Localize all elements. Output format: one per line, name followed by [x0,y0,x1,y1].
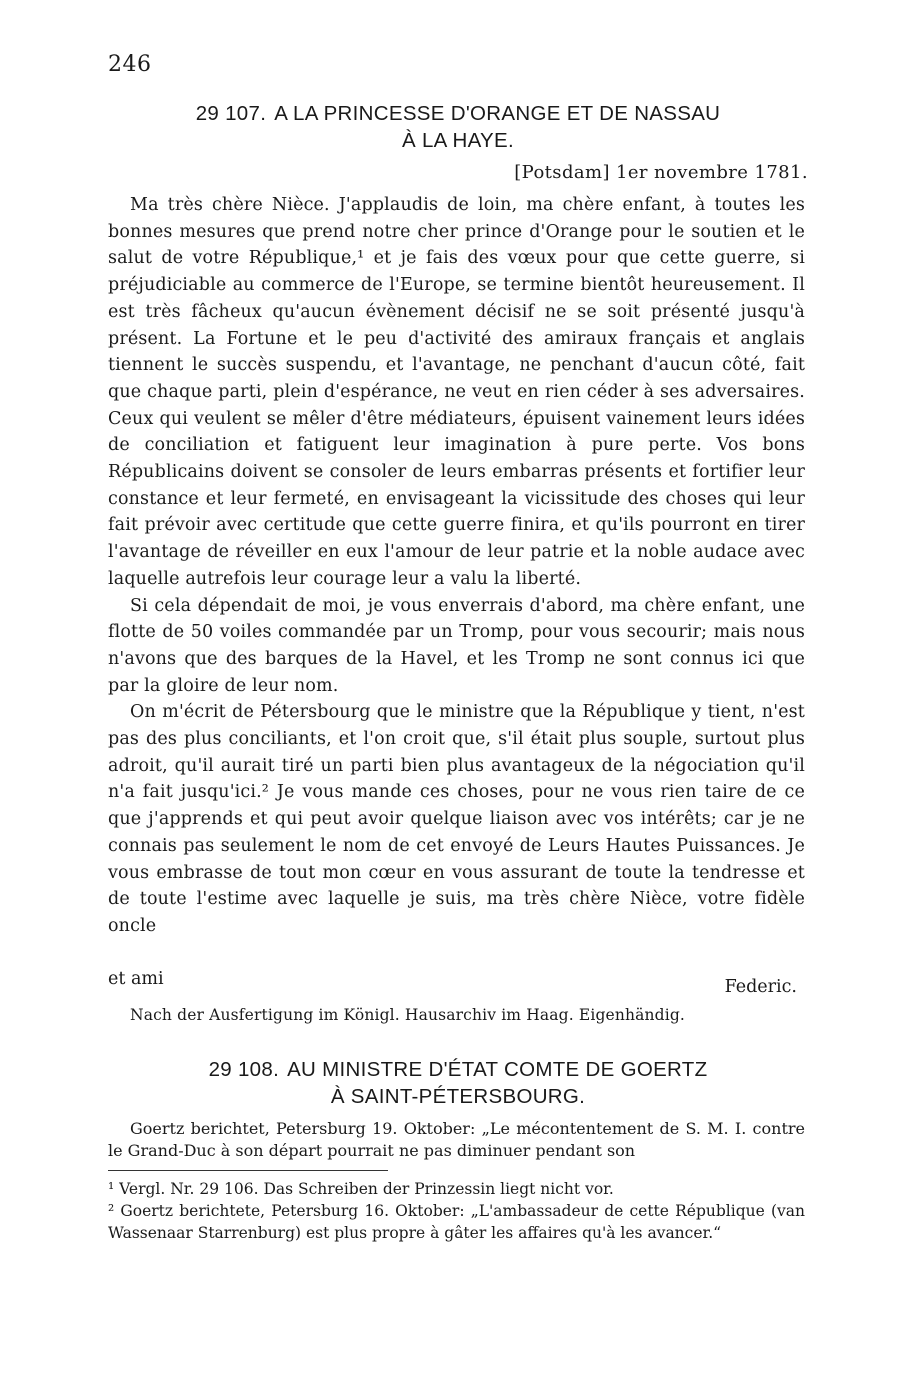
paragraph: On m'écrit de Pétersbourg que le ministre que la République y tient, n'est pas des plus conciliants, et l'on croit que, s'il était plus souple, surtout plus adroit, qu'il aurait tiré un parti bien plus avantageux de la négociation qu'il n'a fait jusqu'ici.² Je vous mande ces choses, pour ne vous rien taire de ce que j'apprends et qui peut avoir quelque liaison avec vos intérêts; car je ne connais pas seulement le nom de cet envoyé de Leurs Hautes Puissances. Je vous embrasse de tout mon cœur en vous assurant de toute la tendresse et de toute l'estime avec laquelle je suis, ma très chère Nièce, votre fidèle oncle [108,702,805,936]
page-number: 246 [108,52,152,77]
letter-body [108,192,805,940]
footnote: ² Goertz berichtete, Petersburg 16. Oktober: „L'ambassadeur de cette République (van Wassenaar Starrenburg) est plus propre à gâter les affaires qu'à les avancer.“ [108,1202,805,1242]
letter-number: 29 107. [195,102,267,125]
heading-line-1 [108,100,808,127]
dateline: [Potsdam] 1er novembre 1781. [514,162,808,183]
paragraph: Goertz berichtet, Petersburg 19. Oktober: „Le mécontentement de S. M. I. contre le Grand-Duc à son départ pourrait ne pas diminuer pendant son [108,1119,805,1160]
paragraph: Ma très chère Nièce. J'applaudis de loin, ma chère enfant, à toutes les bonnes mesures que prend notre cher prince d'Orange pour le soutien et le salut de votre République,¹ et je fais des vœux pour que cette guerre, si préjudiciable au commerce de l'Europe, se termine bientôt heureusement. Il est très fâcheux qu'aucun évènement décisif ne se soit présenté jusqu'à présent. La Fortune et le peu d'activité des amiraux français et anglais tiennent le succès suspendu, et l'avantage, ne penchant d'aucun côté, fait que chaque parti, plein d'espérance, ne veut en rien céder à ses adversaires. Ceux qui veulent se mêler d'être médiateurs, épuisent vainement leurs idées de conciliation et fatiguent leur imagination à pure perte. Vos bons Républicains doivent se consoler de leurs embarras présents et fortifier leur constance et leur fermeté, en envisageant la vicissitude des choses qui leur fait prévoir avec certitude que cette guerre finira, et qu'ils pourront en tirer l'avantage de réveiller en eux l'amour de leur patrie et la noble audace avec laquelle autrefois leur courage leur a valu la liberté. [108,195,805,589]
letter-heading [108,100,808,154]
letter-title: AU MINISTRE D'ÉTAT COMTE DE GOERTZ [287,1058,708,1081]
letter-number: 29 108. [208,1058,280,1081]
letter-title: A LA PRINCESSE D'ORANGE ET DE NASSAU [274,102,721,125]
heading-line-1 [108,1056,808,1083]
letter-intro [108,1118,805,1162]
source-note: Nach der Ausfertigung im Königl. Hausarchiv im Haag. Eigenhändig. [130,1006,685,1024]
paragraph: Si cela dépendait de moi, je vous enverrais d'abord, ma chère enfant, une flotte de 50 voiles commandée par un Tromp, pour vous secourir; mais nous n'avons que des barques de la Havel, et les Tromp ne sont connus ici que par la gloire de leur nom. [108,595,805,696]
footnotes [108,1178,805,1244]
footnote: ¹ Vergl. Nr. 29 106. Das Schreiben der Prinzessin liegt nicht vor. [108,1180,614,1198]
footnote-divider [108,1170,388,1171]
letter-heading [108,1056,808,1110]
closing-words: et ami [108,969,164,989]
heading-line-2: À SAINT-PÉTERSBOURG. [330,1085,586,1108]
heading-line-2: À LA HAYE. [401,129,514,152]
signature: Federic. [724,977,797,997]
